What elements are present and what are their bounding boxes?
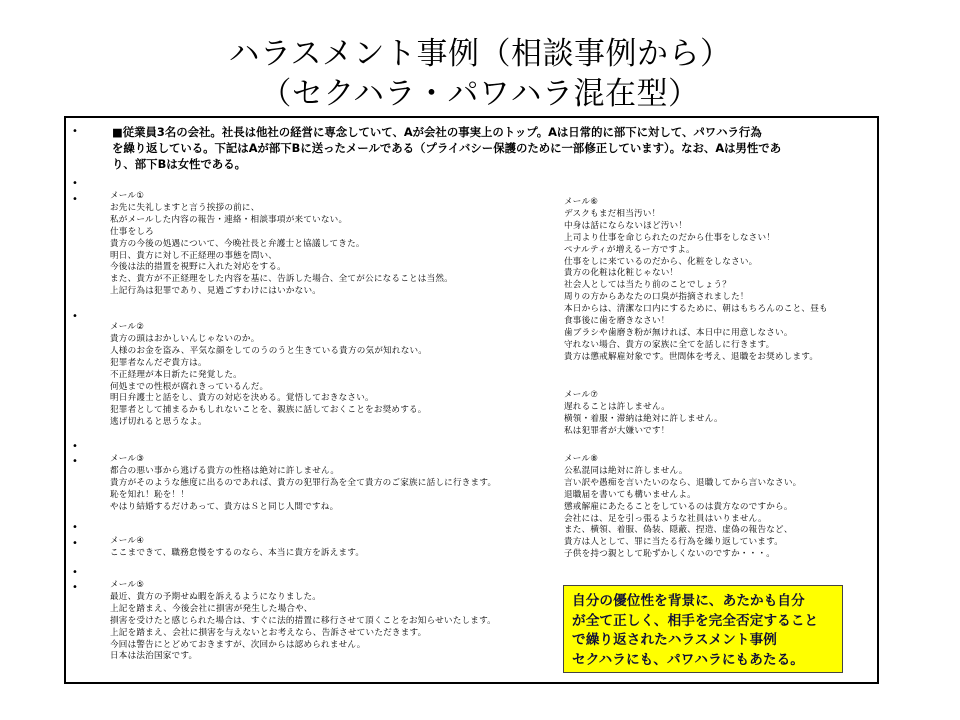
email-line: 逃げ切れると思うなよ。 <box>110 417 207 428</box>
email-line: 明日弁護士と話をし、貴方の対応を決める。覚悟しておきなさい。 <box>110 393 374 404</box>
email-line: 人様のお金を盗み、平気な顔をしてのうのうと生きている貴方の気が知れない。 <box>110 345 428 356</box>
bullet-dot: • <box>72 456 78 467</box>
email-6 <box>564 197 828 364</box>
callout-line: で繰り返されたハラスメント事例 <box>572 632 777 648</box>
email-line: 上記を踏まえ、会社に損害を与えないとお考えなら、告訴させていただきます。 <box>110 627 427 638</box>
email-line: メール① <box>110 191 145 201</box>
callout-line: が全て正しく、相手を完全否定すること <box>572 612 819 629</box>
email-line: メール② <box>110 322 145 332</box>
bullet-dot: • <box>72 126 78 137</box>
intro-line: り、部下Bは女性である。 <box>112 157 246 171</box>
callout-line: セクハラにも、パワハラにもあたる。 <box>572 651 804 668</box>
email-7 <box>564 390 723 438</box>
email-line: 仕事をしに来ているのだから、化粧をしなさい。 <box>564 256 758 267</box>
email-line: 懲戒解雇にあたることをしているのは貴方なのですから。 <box>564 501 793 512</box>
email-line: 恥を知れ！恥を！！ <box>110 489 190 500</box>
email-line: 上記行為は犯罪であり、見過ごすわけにはいかない。 <box>110 286 322 297</box>
email-line: 貴方の頭はおかしいんじゃないのか。 <box>110 333 260 344</box>
email-line: 横領・着服・滞納は絶対に許しません。 <box>564 413 723 424</box>
email-line: 貴方の今後の処遇について、今晩社長と弁護士と協議してきた。 <box>110 238 365 249</box>
callout-line: 自分の優位性を背景に、あたかも自分 <box>572 593 805 609</box>
bullet-dot: • <box>72 178 78 189</box>
email-line: メール⑥ <box>564 197 599 207</box>
intro-line: ■従業員3名の会社。社長は他社の経営に専念していて、Aが会社の事実上のトップ。Aは日常的に部下に対して、パワハラ行為 <box>112 125 762 139</box>
email-line: 言い訳や愚痴を言いたいのなら、退職してから言いなさい。 <box>564 477 802 488</box>
email-1 <box>110 191 453 298</box>
bullet-dot: • <box>72 522 78 533</box>
intro-line: を繰り返している。下記はAが部下Bに送ったメールである（プライバシー保護のために一部修正しています）。なお、Aは男性であ <box>112 141 782 155</box>
email-line: 仕事をしろ <box>110 226 154 237</box>
email-line: 都合の悪い事から逃げる貴方の性格は絶対に許しません。 <box>110 465 340 476</box>
email-line: 社会人としては当たり前のことでしょう？ <box>564 280 732 291</box>
email-2 <box>110 322 427 429</box>
email-line: 貴方は人として、罪に当たる行為を繰り返しています。 <box>564 537 783 548</box>
email-line: 中身は話にならないほど汚い！ <box>564 220 688 231</box>
email-line: 食事後に歯を磨きなさい！ <box>564 316 670 327</box>
email-line: 損害を受けたと感じられた場合は、すぐに法的措置に移行させて頂くことをお知らせいたします。 <box>110 615 496 626</box>
email-line: 私がメールした内容の報告・連絡・相談事項が来ていない。 <box>110 214 348 225</box>
email-line: 貴方の化粧は化粧じゃない！ <box>564 268 679 279</box>
email-line: メール③ <box>110 454 145 464</box>
intro-paragraph <box>112 124 872 172</box>
email-line: また、貴方が不正経理をした内容を基に、告訴した場合、全てが公になることは当然。 <box>110 274 453 285</box>
title-line-2: （セクハラ・パワハラ混在型） <box>260 76 700 112</box>
email-8 <box>564 454 801 561</box>
email-line: 周りの方からあなたの口臭が指摘されました！ <box>564 292 749 303</box>
email-line: 貴方は懲戒解雇対象です。世間体を考え、退職をお奨めします。 <box>564 351 819 362</box>
email-line: お先に失礼しますと言う挨拶の前に、 <box>110 202 260 213</box>
email-line: 退職届を書いても構いませんよ。 <box>564 489 696 500</box>
email-line: 上記を踏まえ、今後会社に損害が発生した場合や、 <box>110 603 313 614</box>
bullet-dot: • <box>72 582 78 593</box>
email-line: 今回は警告にとどめておきますが、次回からは認められません。 <box>110 639 366 650</box>
bullet-dot: • <box>72 441 78 452</box>
title-line-1: ハラスメント事例（相談事例から） <box>228 36 732 72</box>
email-line: 本日からは、清潔な口内にするために、朝はもちろんのこと、昼も <box>564 304 828 315</box>
email-4 <box>110 536 364 560</box>
email-line: デスクもまだ相当汚い！ <box>564 208 661 219</box>
email-line: 歯ブラシや歯磨き粉が無ければ、本日中に用意しなさい。 <box>564 327 793 338</box>
email-line: 子供を持つ親として恥ずかしくないのですか・・・。 <box>564 549 776 560</box>
email-line: 不正経理が本日新たに発覚した。 <box>110 369 242 380</box>
email-line: メール⑦ <box>564 390 599 400</box>
email-line: 貴方がそのような態度に出るのであれば、貴方の犯罪行為を全て貴方のご家族に話しに行きます。 <box>110 477 497 488</box>
email-line: 最近、貴方の予期せぬ暇を訴えるようになりました。 <box>110 591 322 602</box>
slide-title <box>0 34 960 114</box>
email-line: やはり結婚するだけあって、貴方はＳと同じ人間ですね。 <box>110 501 339 512</box>
bullet-dot: • <box>72 311 78 322</box>
email-line: 何処までの性根が腐れきっているんだ。 <box>110 381 269 392</box>
email-line: 犯罪者なんだぞ貴方は。 <box>110 357 207 368</box>
bullet-dot: • <box>72 538 78 549</box>
bullet-dot: • <box>72 567 78 578</box>
email-line: メール⑧ <box>564 454 599 464</box>
email-line: ペナルティが増えるー方ですよ。 <box>564 244 695 255</box>
email-line: 遅れることは許しません。 <box>564 401 671 412</box>
email-line: 私は犯罪者が大嫌いです！ <box>564 425 670 436</box>
email-line: ここまできて、職務怠慢をするのなら、本当に貴方を訴えます。 <box>110 547 365 558</box>
email-line: 明日、貴方に対し不正経理の事態を問い、 <box>110 250 278 261</box>
bullet-dot: • <box>72 194 78 205</box>
email-line: 今後は法的措置を視野に入れた対応をする。 <box>110 262 286 273</box>
email-line: 犯罪者として捕まるかもしれないことを、親族に話しておくことをお奨めする。 <box>110 405 427 416</box>
email-line: 上司より仕事を命じられたのだから仕事をしなさい！ <box>564 232 776 243</box>
email-line: メール④ <box>110 536 145 546</box>
summary-callout <box>563 585 843 673</box>
email-5 <box>110 580 496 663</box>
email-line: 日本は法治国家です。 <box>110 651 198 662</box>
email-line: また、横領、着服、偽装、隠蔽、捏造、虚偽の報告など、 <box>564 525 793 536</box>
email-line: 会社には、足を引っ張るような社員はいりません。 <box>564 513 767 524</box>
email-line: 守れない場合、貴方の家族に全てを話しに行きます。 <box>564 339 775 350</box>
email-3 <box>110 454 496 514</box>
email-line: 公私混同は絶対に許しません。 <box>564 465 688 476</box>
email-line: メール⑤ <box>110 580 145 590</box>
